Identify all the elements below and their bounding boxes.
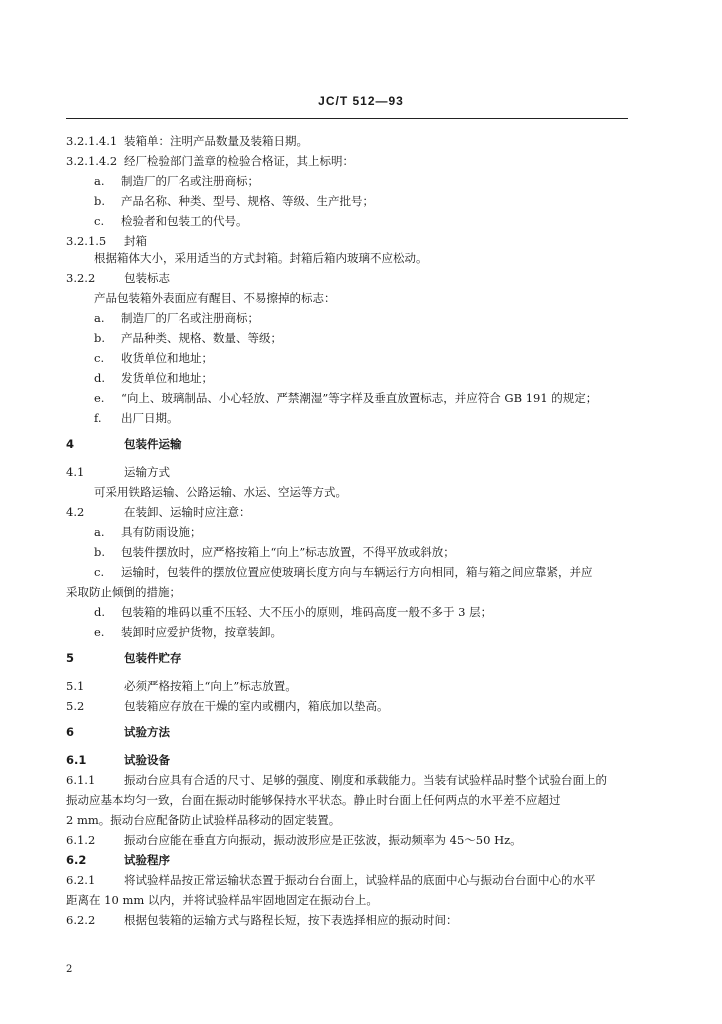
page-number: 2: [66, 964, 73, 975]
list-marker: a.: [94, 311, 105, 325]
text-line: [94, 524, 664, 540]
line-text: 具有防雨设施；: [121, 525, 202, 539]
list-marker: e.: [94, 391, 105, 405]
section-heading: [66, 852, 636, 868]
line-text: “向上、玻璃制品、小心轻放、严禁潮湿”等字样及垂直放置标志，并应符合 GB 191 的规定；: [121, 391, 598, 405]
clause-number: 3.2.2: [66, 271, 96, 285]
text-line: [66, 772, 636, 788]
text-line: [66, 792, 636, 808]
text-line: [66, 233, 636, 249]
text-line: [66, 912, 636, 928]
line-text: 检验者和包装工的代号。: [121, 214, 248, 228]
text-line: [94, 330, 664, 346]
line-text: 包装箱应存放在干燥的室内或棚内，箱底加以垫高。: [124, 699, 389, 713]
clause-number: 6.2: [66, 853, 87, 867]
line-text: 包装件运输: [124, 437, 182, 451]
clause-number: 5.1: [66, 679, 85, 693]
section-heading: [66, 650, 636, 666]
clause-number: 6.1.1: [66, 773, 96, 787]
text-line: [94, 624, 664, 640]
line-text: 在装卸、运输时应注意：: [124, 505, 251, 519]
line-text: 包装标志: [124, 271, 170, 285]
line-text: 运输方式: [124, 465, 170, 479]
clause-number: 5.2: [66, 699, 85, 713]
line-text: 装卸时应爱护货物，按章装卸。: [121, 625, 282, 639]
clause-number: 6.1.2: [66, 833, 96, 847]
text-line: [66, 270, 636, 286]
list-marker: d.: [94, 371, 106, 385]
line-text: 2 mm。振动台应配备防止试验样品移动的固定装置。: [66, 813, 341, 827]
line-text: 振动台应能在垂直方向振动，振动波形应是正弦波，振动频率为 45～50 Hz。: [124, 833, 522, 847]
line-text: 试验方法: [124, 725, 170, 739]
line-text: 根据包装箱的运输方式与路程长短，按下表选择相应的振动时间：: [124, 913, 458, 927]
line-text: 出厂日期。: [121, 411, 179, 425]
text-line: [66, 504, 636, 520]
text-line: [94, 484, 664, 500]
line-text: 封箱: [124, 234, 147, 248]
clause-number: 5: [66, 651, 75, 665]
clause-number: 4.2: [66, 505, 85, 519]
line-text: 试验设备: [124, 753, 170, 767]
clause-number: 6.2.2: [66, 913, 96, 927]
header-rule: [66, 118, 628, 119]
line-text: 包装件摆放时，应严格按箱上“向上”标志放置，不得平放或斜放；: [121, 545, 455, 559]
text-line: [94, 604, 664, 620]
line-text: 必须严格按箱上“向上”标志放置。: [124, 679, 297, 693]
line-text: 装箱单：注明产品数量及装箱日期。: [124, 134, 308, 148]
line-text: 产品包装箱外表面应有醒目、不易擦掉的标志：: [94, 291, 336, 305]
text-line: [94, 250, 664, 266]
text-line: [94, 544, 664, 560]
clause-number: 6.2.1: [66, 873, 96, 887]
text-line: [66, 812, 636, 828]
text-line: [94, 564, 664, 580]
text-line: [66, 153, 636, 169]
text-line: [66, 698, 636, 714]
list-marker: a.: [94, 525, 105, 539]
text-line: [66, 584, 636, 600]
list-marker: b.: [94, 331, 106, 345]
text-line: [94, 213, 664, 229]
line-text: 运输时，包装件的摆放位置应使玻璃长度方向与车辆运行方向相同，箱与箱之间应靠紧，并应: [121, 565, 593, 579]
line-text: 根据箱体大小，采用适当的方式封箱。封箱后箱内玻璃不应松动。: [94, 251, 428, 265]
text-line: [94, 290, 664, 306]
list-marker: a.: [94, 174, 105, 188]
clause-number: 6.1: [66, 753, 87, 767]
line-text: 包装箱的堆码以重不压轻、大不压小的原则，堆码高度一般不多于 3 层；: [121, 605, 493, 619]
line-text: 产品名称、种类、型号、规格、等级、生产批号；: [121, 194, 374, 208]
line-text: 制造厂的厂名或注册商标；: [121, 174, 259, 188]
text-line: [66, 872, 636, 888]
text-line: [94, 390, 664, 406]
text-line: [66, 133, 636, 149]
text-line: [94, 193, 664, 209]
line-text: 包装件贮存: [124, 651, 182, 665]
text-line: [66, 464, 636, 480]
list-marker: d.: [94, 605, 106, 619]
text-line: [94, 350, 664, 366]
clause-number: 4.1: [66, 465, 85, 479]
list-marker: e.: [94, 625, 105, 639]
line-text: 制造厂的厂名或注册商标；: [121, 311, 259, 325]
list-marker: c.: [94, 565, 105, 579]
list-marker: c.: [94, 351, 105, 365]
line-text: 产品种类、规格、数量、等级；: [121, 331, 282, 345]
running-header: JC/T 512—93: [318, 94, 404, 108]
line-text: 经厂检验部门盖章的检验合格证，其上标明：: [124, 154, 354, 168]
list-marker: c.: [94, 214, 105, 228]
list-marker: f.: [94, 411, 102, 425]
clause-number: 4: [66, 437, 75, 451]
line-text: 距离在 10 mm 以内，并将试验样品牢固地固定在振动台上。: [66, 893, 378, 907]
line-text: 可采用铁路运输、公路运输、水运、空运等方式。: [94, 485, 347, 499]
line-text: 发货单位和地址；: [121, 371, 213, 385]
text-line: [66, 678, 636, 694]
text-line: [66, 892, 636, 908]
line-text: 收货单位和地址；: [121, 351, 213, 365]
section-heading: [66, 724, 636, 740]
text-line: [94, 310, 664, 326]
line-text: 采取防止倾倒的措施；: [66, 585, 181, 599]
line-text: 将试验样品按正常运输状态置于振动台台面上，试验样品的底面中心与振动台台面中心的水平: [124, 873, 596, 887]
clause-number: 6: [66, 725, 75, 739]
clause-number: 3.2.1.5: [66, 234, 107, 248]
text-line: [94, 370, 664, 386]
line-text: 试验程序: [124, 853, 170, 867]
line-text: 振动台应具有合适的尺寸、足够的强度、刚度和承载能力。当装有试验样品时整个试验台面上的: [124, 773, 607, 787]
list-marker: b.: [94, 194, 106, 208]
line-text: 振动应基本均匀一致，台面在振动时能够保持水平状态。静止时台面上任何两点的水平差不应超过: [66, 793, 561, 807]
clause-number: 3.2.1.4.1: [66, 134, 118, 148]
text-line: [94, 410, 664, 426]
section-heading: [66, 752, 636, 768]
text-line: [66, 832, 636, 848]
section-heading: [66, 436, 636, 452]
clause-number: 3.2.1.4.2: [66, 154, 118, 168]
text-line: [94, 173, 664, 189]
list-marker: b.: [94, 545, 106, 559]
